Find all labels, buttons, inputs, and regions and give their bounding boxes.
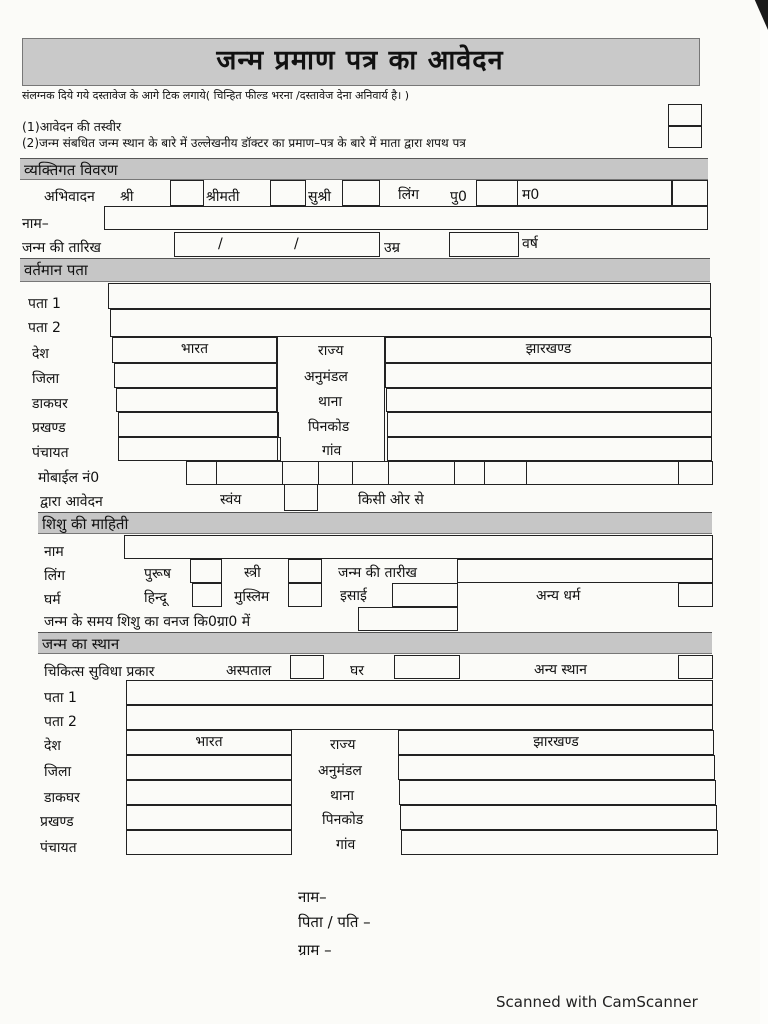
other-place-label: अन्य स्थान (534, 662, 587, 678)
hindu-label: हिन्दू (144, 590, 167, 606)
other-place-checkbox[interactable] (678, 655, 713, 679)
girl-checkbox[interactable] (288, 559, 322, 583)
christian-checkbox[interactable] (392, 583, 458, 607)
age-field[interactable] (449, 232, 519, 257)
self-checkbox[interactable] (284, 485, 318, 511)
name-field[interactable] (104, 206, 708, 230)
mobile-label: मोबाईल नं0 (38, 470, 100, 486)
birth-subdivision-label: अनुमंडल (318, 763, 362, 779)
subdivision-field[interactable] (385, 363, 712, 388)
sushri-label: सुश्री (308, 189, 332, 205)
block-label: प्रखण्ड (32, 420, 66, 436)
birth-country-field[interactable]: भारत (126, 730, 292, 755)
section-child-heading: शिशु की माहिती (38, 512, 712, 534)
hindu-checkbox[interactable] (192, 583, 222, 607)
footer-father-label: पिता / पति – (298, 913, 371, 931)
state-label: राज्य (318, 343, 344, 359)
birth-police-label: थाना (330, 788, 354, 804)
religion-label: घर्म (44, 592, 61, 608)
child-dob-field[interactable] (457, 559, 713, 583)
shri-checkbox[interactable] (170, 180, 204, 206)
instruction-text: संलग्नक दिये गये दस्तावेज के आगे टिक लगाये( चिन्हित फील्ड भरना /दस्तावेज देना अनिवार्य है। ) (22, 89, 410, 102)
district-field[interactable] (114, 363, 277, 388)
other-applicant-label: किसी ओर से (358, 492, 424, 508)
dob-label: जन्म की तारिख (22, 240, 101, 256)
birth-postoffice-label: डाकघर (44, 790, 80, 806)
applied-by-label: द्वारा आवेदन (40, 494, 103, 510)
birth-block-label: प्रखण्ड (40, 814, 74, 830)
country-label: देश (32, 346, 49, 362)
salutation-label: अभिवादन (44, 189, 95, 205)
christian-label: इसाई (340, 588, 367, 604)
form-title: जन्म प्रमाण पत्र का आवेदन (216, 45, 504, 76)
child-name-field[interactable] (124, 535, 713, 559)
gender-label: लिंग (398, 187, 419, 203)
mobile-digit-divider (388, 461, 389, 485)
dob-slash-1: / (218, 236, 223, 252)
address1-field[interactable] (108, 283, 711, 309)
sushri-checkbox[interactable] (342, 180, 380, 206)
other-religion-label: अन्य धर्म (536, 588, 581, 604)
female-label-cell (518, 180, 672, 206)
birth-address2-label: पता 2 (44, 714, 77, 730)
village-field[interactable] (387, 437, 712, 461)
weight-field[interactable] (358, 607, 458, 631)
mobile-digit-divider (282, 461, 283, 485)
postoffice-field[interactable] (116, 388, 277, 412)
facility-label: चिकित्स सुविधा प्रकार (44, 664, 155, 680)
home-checkbox[interactable] (394, 655, 460, 679)
birth-village-field[interactable] (401, 830, 718, 855)
child-gender-label: लिंग (44, 568, 65, 584)
postoffice-label: डाकघर (32, 396, 68, 412)
birth-subdivision-field[interactable] (398, 755, 715, 780)
boy-checkbox[interactable] (190, 559, 222, 583)
male-checkbox[interactable] (476, 180, 518, 206)
birth-state-field[interactable]: झारखण्ड (398, 730, 714, 755)
birth-pincode-label: पिनकोड (322, 812, 364, 828)
mobile-digit-divider (484, 461, 485, 485)
shri-label: श्री (120, 189, 134, 205)
panchayat-field[interactable] (118, 437, 281, 461)
mobile-digit-divider (678, 461, 679, 485)
birth-address2-field[interactable] (126, 705, 713, 730)
birth-district-field[interactable] (126, 755, 292, 780)
child-name-label: नाम (44, 544, 64, 560)
birth-district-label: जिला (44, 764, 72, 780)
self-label: स्वंय (220, 492, 242, 508)
mobile-field[interactable] (186, 461, 713, 485)
home-label: घर (350, 663, 364, 679)
section-address-heading: वर्तमान पता (20, 258, 710, 282)
age-label: उम्र (384, 240, 401, 256)
name-label: नाम– (22, 216, 49, 232)
birth-pincode-field[interactable] (400, 805, 717, 830)
boy-label: पुरूष (144, 566, 171, 582)
address1-label: पता 1 (28, 296, 61, 312)
birth-panchayat-label: पंचायत (40, 840, 77, 856)
dob-field[interactable] (174, 232, 380, 257)
mobile-digit-divider (526, 461, 527, 485)
police-label: थाना (318, 394, 342, 410)
birth-address1-field[interactable] (126, 680, 713, 705)
birth-block-field[interactable] (126, 805, 292, 830)
attachment-certificate-label: (2)जन्म संबधित जन्म स्थान के बारे में उल्लेखनीय डॉक्टर का प्रमाण–पत्र के बारे में माता द्वारा शपथ पत्र (22, 136, 466, 150)
years-label: वर्ष (522, 236, 538, 252)
female-checkbox[interactable] (672, 180, 708, 206)
mobile-digit-divider (454, 461, 455, 485)
birth-country-label: देश (44, 738, 61, 754)
birth-police-field[interactable] (399, 780, 716, 805)
birth-address1-label: पता 1 (44, 690, 77, 706)
shrimati-label: श्रीमती (206, 189, 240, 205)
shrimati-checkbox[interactable] (270, 180, 306, 206)
girl-label: स्त्री (244, 565, 261, 581)
attachment-certificate-checkbox[interactable] (668, 126, 702, 148)
birth-postoffice-field[interactable] (126, 780, 292, 805)
section-personal-heading: व्यक्तिगत विवरण (20, 158, 708, 180)
birth-state-label: राज्य (330, 737, 356, 753)
birth-panchayat-field[interactable] (126, 830, 292, 855)
state-field[interactable]: झारखण्ड (385, 337, 712, 363)
district-label: जिला (32, 371, 60, 387)
footer-name-label: नाम– (298, 888, 327, 906)
pincode-label: पिनकोड (308, 419, 350, 435)
other-religion-checkbox[interactable] (678, 583, 713, 607)
hospital-label: अस्पताल (226, 663, 272, 679)
weight-label: जन्म के समय शिशु का वनज कि0ग्रा0 में (44, 614, 251, 630)
child-dob-label: जन्म की तारीख (338, 565, 417, 581)
female-label: म0 (522, 187, 540, 203)
address2-label: पता 2 (28, 320, 61, 336)
muslim-checkbox[interactable] (288, 583, 322, 607)
mobile-digit-divider (216, 461, 217, 485)
attachment-photo-label: (1)आवेदन की तस्वीर (22, 119, 122, 134)
block-field[interactable] (118, 412, 279, 437)
section-birthplace-heading: जन्म का स्थान (38, 632, 712, 654)
attachment-photo-checkbox[interactable] (668, 104, 702, 126)
birth-village-label: गांव (336, 837, 356, 853)
country-field[interactable]: भारत (112, 337, 277, 363)
dob-slash-2: / (294, 236, 299, 252)
mobile-digit-divider (318, 461, 319, 485)
panchayat-label: पंचायत (32, 445, 69, 461)
subdivision-label: अनुमंडल (304, 369, 348, 385)
muslim-label: मुस्लिम (234, 589, 270, 605)
footer-village-label: ग्राम – (298, 941, 332, 959)
scanner-watermark: Scanned with CamScanner (496, 993, 698, 1011)
address2-field[interactable] (110, 309, 711, 337)
pincode-field[interactable] (387, 412, 712, 437)
hospital-checkbox[interactable] (290, 655, 324, 679)
village-label: गांव (322, 443, 342, 459)
mobile-digit-divider (352, 461, 353, 485)
police-field[interactable] (386, 388, 712, 412)
male-label: पु0 (450, 189, 467, 205)
